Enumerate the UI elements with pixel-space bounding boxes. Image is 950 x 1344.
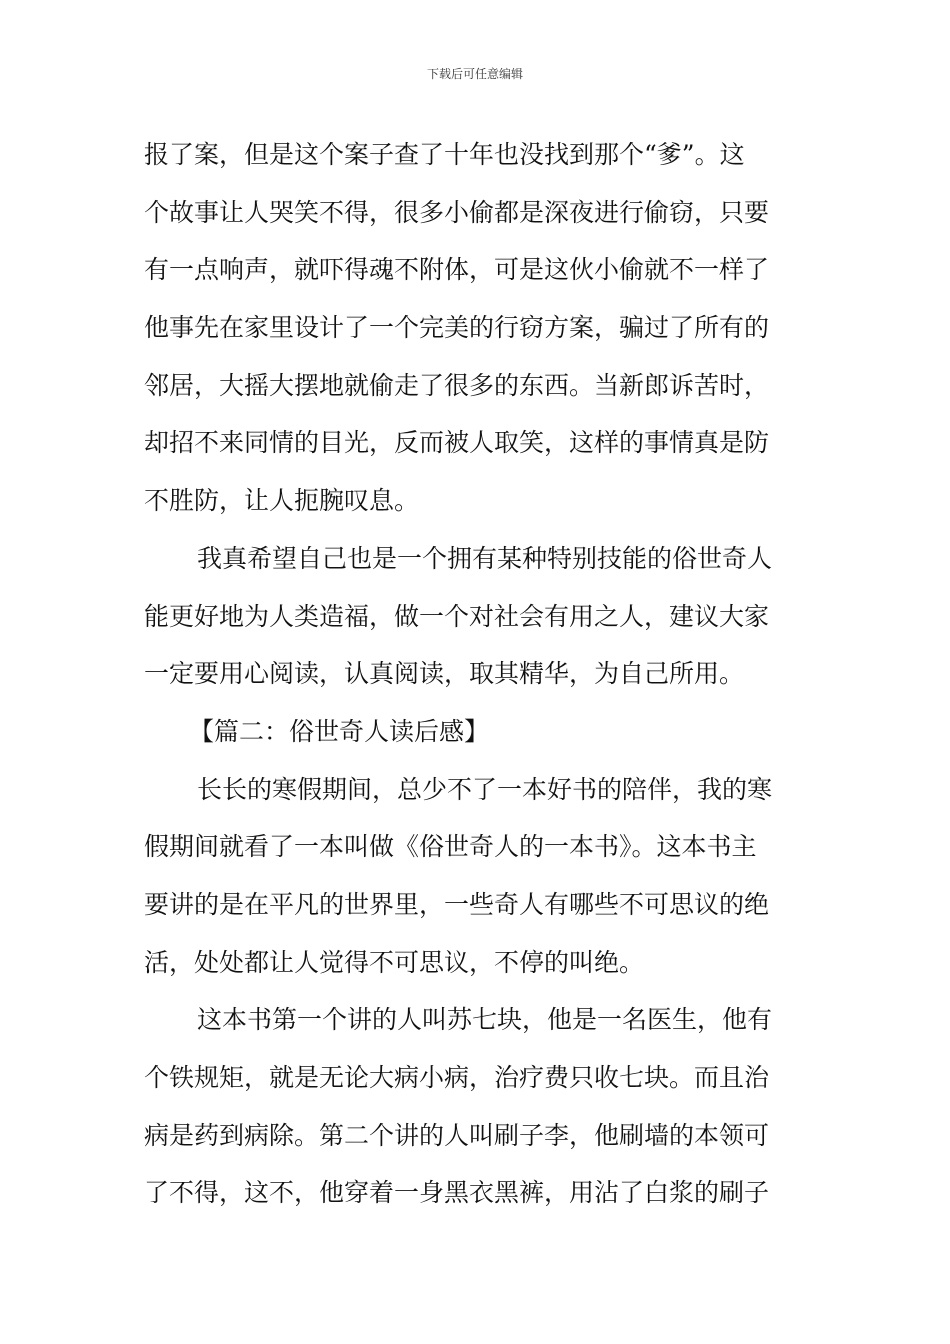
text-line: 他事先在家里设计了一个完美的行窃方案，骗过了所有的 — [144, 313, 770, 343]
section-heading: 【篇二：俗世奇人读后感】 — [189, 716, 490, 746]
text-line: 却招不来同情的目光，反而被人取笑，这样的事情真是防 — [144, 428, 770, 458]
paragraph-start-line: 这本书第一个讲的人叫苏七块，他是一名医生，他有 — [197, 1005, 773, 1035]
text-line: 邻居，大摇大摆地就偷走了很多的东西。当新郎诉苦时， — [144, 370, 770, 400]
text-line: 有一点响声，就吓得魂不附体，可是这伙小偷就不一样了 — [144, 255, 770, 285]
text-line: 能更好地为人类造福，做一个对社会有用之人，建议大家 — [144, 601, 770, 631]
text-line: 了不得，这不，他穿着一身黑衣黑裤，用沾了白浆的刷子 — [144, 1178, 770, 1208]
document-body — [144, 126, 808, 1222]
text-line: 个铁规矩，就是无论大病小病，治疗费只收七块。而且治 — [144, 1063, 770, 1092]
text-line: 假期间就看了一本叫做《俗世奇人的一本书》。这本书主 — [144, 832, 757, 862]
text-line: 个故事让人哭笑不得，很多小偷都是深夜进行偷窃，只要 — [144, 197, 770, 227]
text-line: 活，处处都让人觉得不可思议，不停的叫绝。 — [144, 947, 645, 977]
paragraph-start-line: 我真希望自己也是一个拥有某种特别技能的俗世奇人 — [197, 543, 773, 573]
page-header: 下载后可任意编辑 — [426, 67, 523, 81]
paragraph-start-line: 长长的寒假期间，总少不了一本好书的陪伴，我的寒 — [197, 774, 773, 804]
text-line: 病是药到病除。第二个讲的人叫刷子李，他刷墙的本领可 — [144, 1120, 770, 1150]
text-line: 不胜防，让人扼腕叹息。 — [144, 486, 420, 516]
text-line: 要讲的是在平凡的世界里，一些奇人有哪些不可思议的绝 — [144, 889, 770, 919]
text-line: 一定要用心阅读，认真阅读，取其精华，为自己所用。 — [144, 659, 745, 689]
text-line: 报了案，但是这个案子查了十年也没找到那个“爹”。这 — [144, 140, 745, 169]
